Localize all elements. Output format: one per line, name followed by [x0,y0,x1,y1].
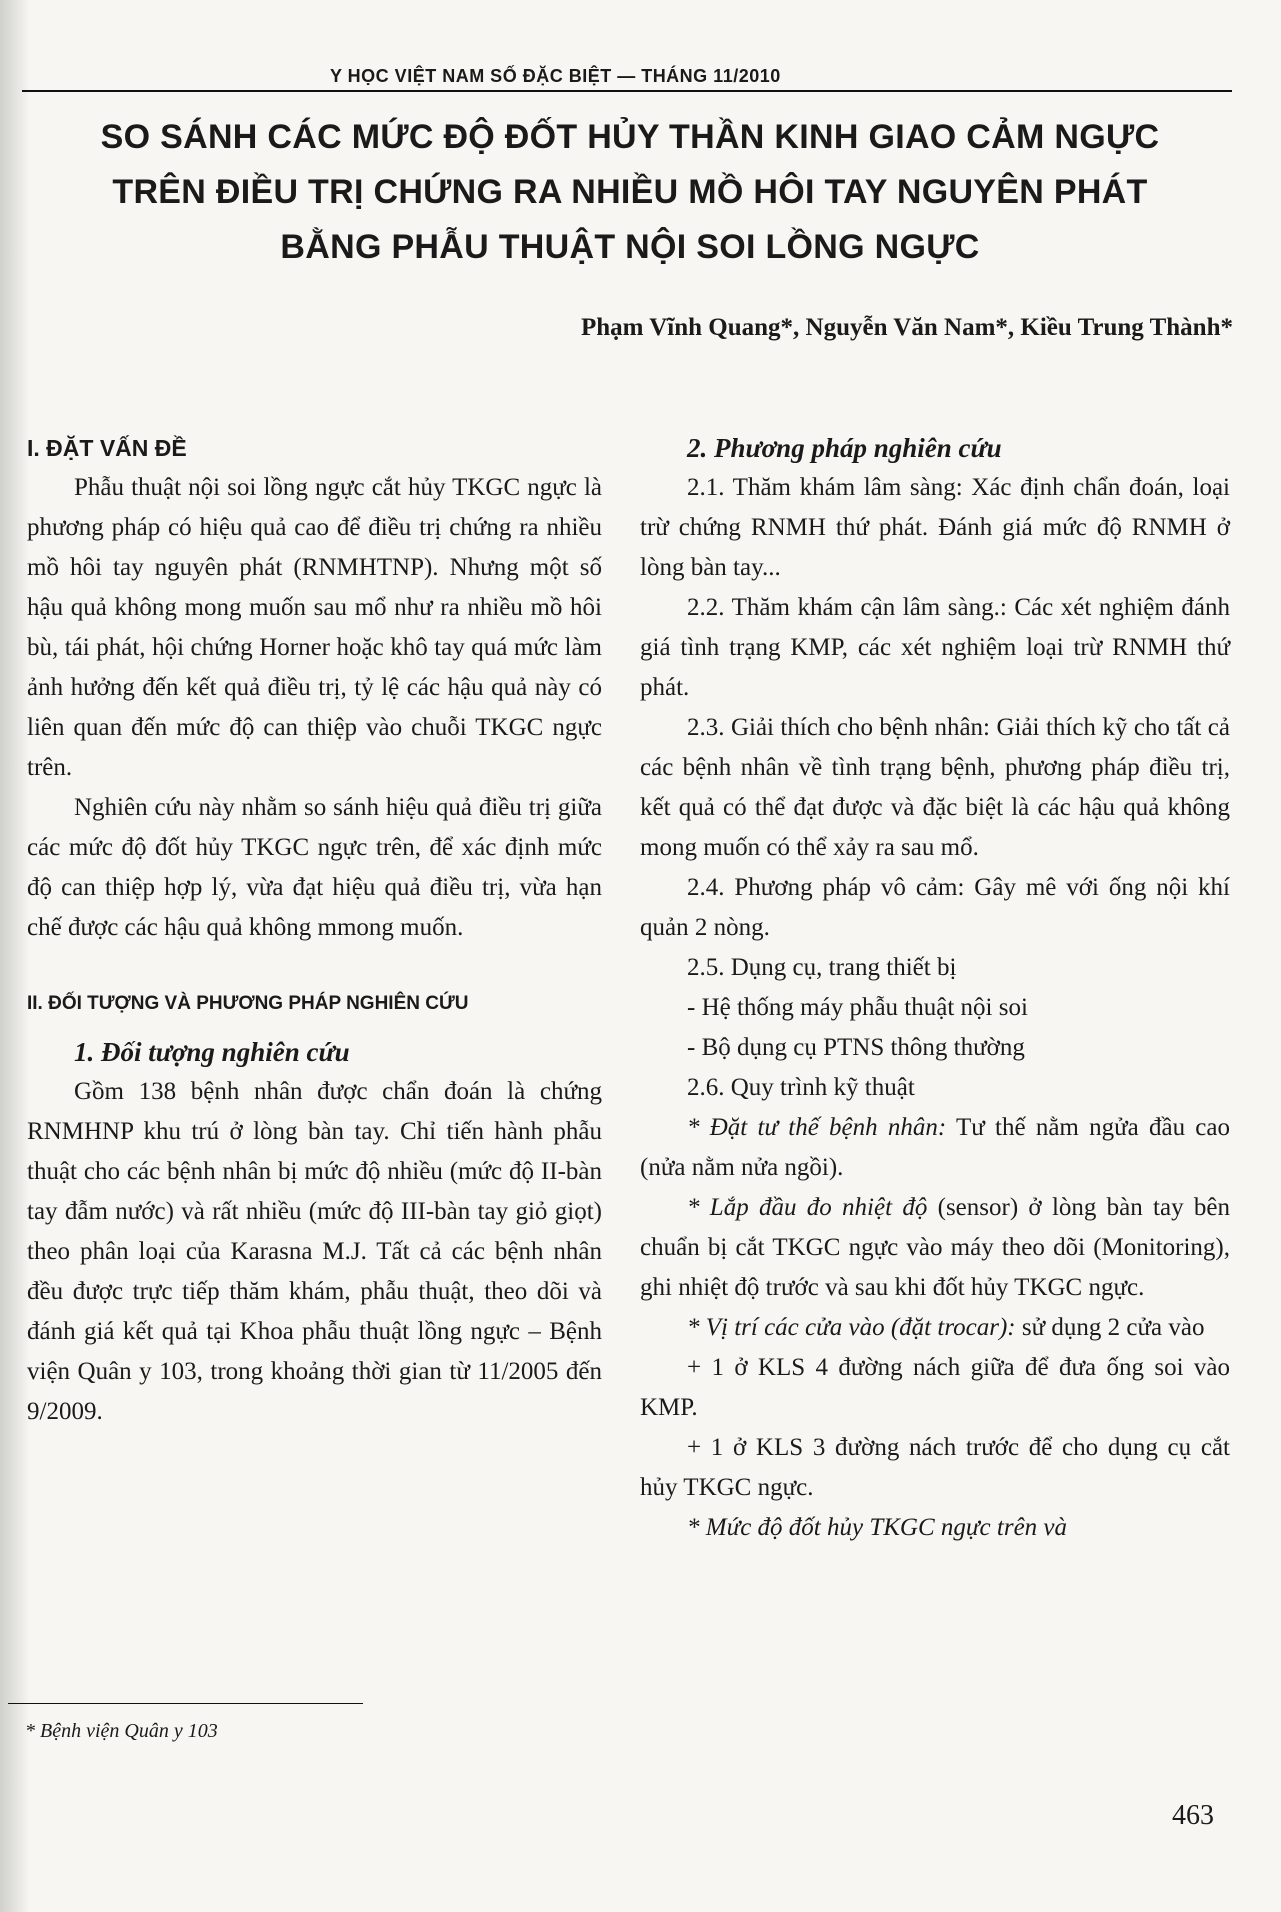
italic-label: * Đặt tư thế bệnh nhân: [687,1114,947,1141]
paragraph: 2.4. Phương pháp vô cảm: Gây mê với ống nội khí quản 2 nòng. [640,874,1230,941]
header-rule [22,90,1232,92]
paragraph: 2.5. Dụng cụ, trang thiết bị [687,954,957,981]
section-heading-introduction: I. ĐẶT VẤN ĐỀ [27,435,187,461]
paragraph: 2.2. Thăm khám cận lâm sàng.: Các xét nghiệm đánh giá tình trạng KMP, các xét nghiệm loại trừ RNMH thứ phát. [640,594,1230,701]
paragraph [640,1108,1230,1188]
paragraph: Phẫu thuật nội soi lồng ngực cắt hủy TKGC ngực là phương pháp có hiệu quả cao để điều trị chứng ra nhiều mồ hôi tay nguyên phát (RNMHTNP). Nhưng một số hậu quả không mong muốn sau mổ như ra nhiều mồ hôi bù, tái phát, hội chứng Horner hoặc khô tay quá mức làm ảnh hưởng đến kết quả điều trị, tỷ lệ các hậu quả này có liên quan đến mức độ can thiệp vào chuỗi TKGC ngực trên. [27,474,602,781]
title-line-3: BẰNG PHẪU THUẬT NỘI SOI LỒNG NGỰC [280,228,980,266]
list-item: - Bộ dụng cụ PTNS thông thường [687,1034,1025,1061]
subsection-heading-methods: 2. Phương pháp nghiên cứu [687,433,1002,463]
paragraph: 2.3. Giải thích cho bệnh nhân: Giải thích kỹ cho tất cả các bệnh nhân về tình trạng bệnh, phương pháp điều trị, kết quả có thể đạt được và đặc biệt là các hậu quả không mong muốn có thể xảy ra sau mổ. [640,714,1230,861]
italic-label: * Lắp đầu đo nhiệt độ [687,1194,928,1221]
paragraph: * Mức độ đốt hủy TKGC ngực trên và [687,1514,1068,1541]
section-heading-methods: II. ĐỐI TƯỢNG VÀ PHƯƠNG PHÁP NGHIÊN CỨU [27,993,469,1014]
title-line-2: TRÊN ĐIỀU TRỊ CHỨNG RA NHIỀU MỒ HÔI TAY NGUYÊN PHÁT [112,173,1148,211]
authors: Phạm Vĩnh Quang*, Nguyễn Văn Nam*, Kiều Trung Thành* [580,314,1233,341]
page-number: 463 [1172,1800,1214,1831]
article-title [30,110,1230,275]
paragraph-text: Tư thế nằm ngửa đầu cao (nửa nằm nửa ngồi). [640,1114,1231,1181]
paragraph: Gồm 138 bệnh nhân được chẩn đoán là chứng RNMHNP khu trú ở lòng bàn tay. Chỉ tiến hành phẫu thuật cho các bệnh nhân bị mức độ nhiều (mức độ II-bàn tay đẫm nước) và rất nhiều (mức độ III-bàn tay giỏ giọt) theo phân loại của Karasna M.J. Tất cả các bệnh nhân đều được trực tiếp thăm khám, phẫu thuật, theo dõi và đánh giá kết quả tại Khoa phẫu thuật lồng ngực – Bệnh viện Quân y 103, trong khoảng thời gian từ 11/2005 đến 9/2009. [27,1078,602,1425]
running-head: Y HỌC VIỆT NAM SỐ ĐẶC BIỆT — THÁNG 11/2010 [330,66,781,86]
footnote-rule [8,1703,363,1704]
page-edge-shadow [0,0,30,1912]
right-column [640,428,1230,1548]
list-item: + 1 ở KLS 3 đường nách trước để cho dụng cụ cắt hủy TKGC ngực. [640,1434,1230,1501]
italic-label: * Vị trí các cửa vào (đặt trocar): [687,1314,1016,1341]
subsection-heading-subjects: 1. Đối tượng nghiên cứu [74,1037,350,1067]
left-column [27,428,602,1432]
paragraph-text: (sensor) ở lòng bàn tay bên chuẩn bị cắt TKGC ngực vào máy theo dõi (Monitoring), ghi nhiệt độ trước và sau khi đốt hủy TKGC ngực. [640,1194,1230,1301]
paragraph: 2.1. Thăm khám lâm sàng: Xác định chẩn đoán, loại trừ chứng RNMH thứ phát. Đánh giá mức độ RNMH ở lòng bàn tay... [640,474,1230,581]
list-item: + 1 ở KLS 4 đường nách giữa để đưa ống soi vào KMP. [640,1354,1230,1421]
paragraph [640,1188,1230,1308]
paragraph-text: sử dụng 2 cửa vào [1015,1314,1205,1341]
paragraph [640,1308,1230,1348]
paragraph: Nghiên cứu này nhằm so sánh hiệu quả điều trị giữa các mức độ đốt hủy TKGC ngực trên, để xác định mức độ can thiệp hợp lý, vừa đạt hiệu quả điều trị, vừa hạn chế được các hậu quả không mmong muốn. [27,794,602,941]
footnote: * Bệnh viện Quân y 103 [25,1720,218,1742]
title-line-1: SO SÁNH CÁC MỨC ĐỘ ĐỐT HỦY THẦN KINH GIAO CẢM NGỰC [100,118,1160,156]
paragraph: 2.6. Quy trình kỹ thuật [687,1074,915,1101]
list-item: - Hệ thống máy phẫu thuật nội soi [687,994,1028,1021]
